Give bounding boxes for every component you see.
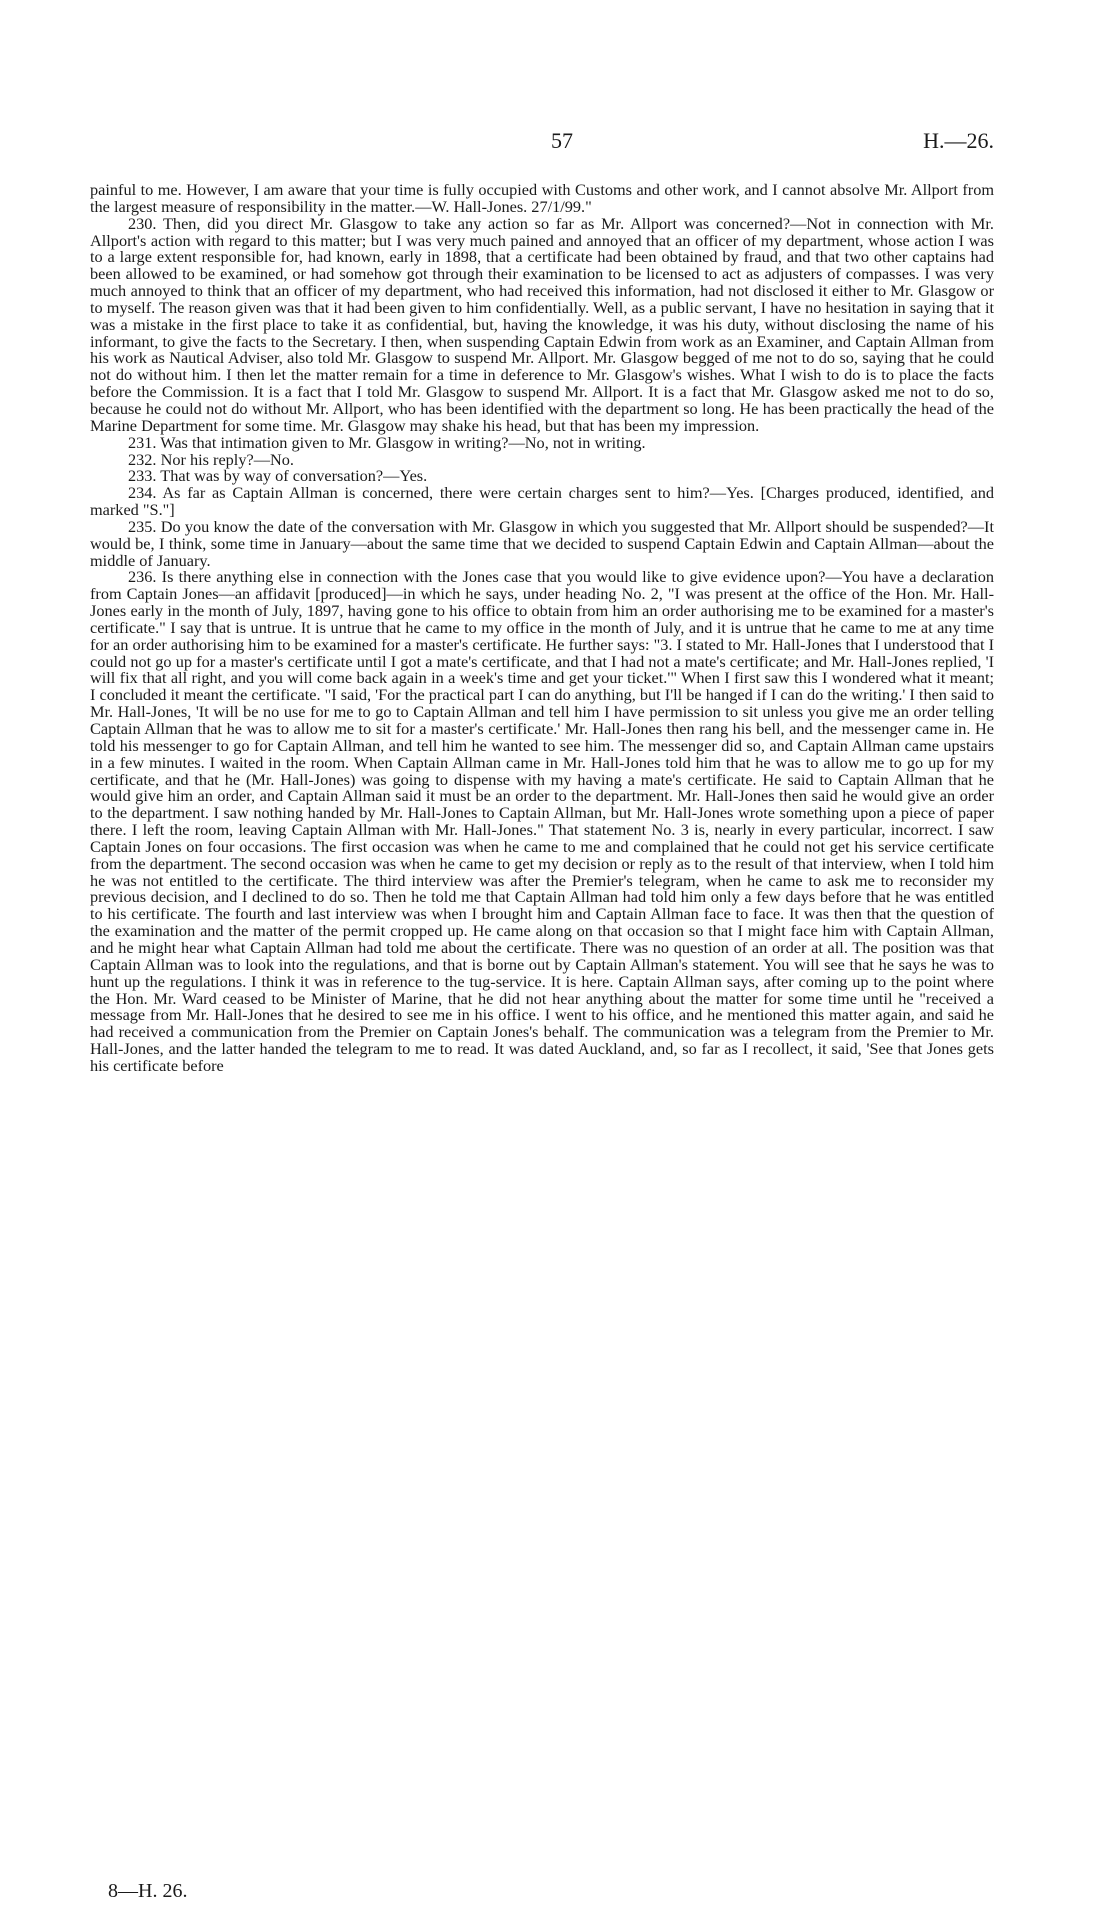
signature-mark: 8—H. 26. — [108, 1880, 188, 1902]
paragraph-233: 233. That was by way of conversation?—Yes. — [128, 466, 428, 486]
body-text — [90, 182, 994, 1075]
paragraph-231: 231. Was that intimation given to Mr. Glasgow in writing?—No, not in writing. — [128, 432, 646, 452]
paragraph-continuation: painful to me. However, I am aware that your time is fully occupied with Customs and other work, and I cannot absolve Mr. Allport from the largest measure of responsibility in the matter.—W. Hall-Jones. 27/1/99." — [90, 180, 994, 216]
paragraph-234: 234. As far as Captain Allman is concerned, there were certain charges sent to him?—Yes. [Charges produced, identified, and marked "S."] — [90, 483, 994, 520]
paragraph-236: 236. Is there anything else in connection with the Jones case that you would like to give evidence upon?—You have a declaration from Captain Jones—an affidavit [produced]—in which he says, under heading No. 2, "I was present at the office of the Hon. Mr. Hall-Jones early in the month of July, 1897, having gone to his office to obtain from him an order authorising me to be examined for a master's certificate." I say that is untrue. It is untrue that he came to my office in the month of July, and it is untrue that he came to me at any time for an order authorising him to be examined for a master's certificate. He further says: "3. I stated to Mr. Hall-Jones that I understood that I could not go up for a master's certificate until I got a mate's certificate, and that I had not a mate's certificate; and Mr. Hall-Jones replied, 'I will fix that all right, and you will come back again in a week's time and get your ticket.'" When I first saw this I wondered what it meant; I concluded it meant the certificate. "I said, 'For the practical part I can do anything, but I'll be hanged if I can do the writing.' I then said to Mr. Hall-Jones, 'It will be no use for me to go to Captain Allman and tell him I have permission to sit unless you give me an order telling Captain Allman that he was to allow me to sit for a master's certificate.' Mr. Hall-Jones then rang his bell, and the messenger came in. He told his messenger to go for Captain Allman, and tell him he wanted to see him. The messenger did so, and Captain Allman came upstairs in a few minutes. I waited in the room. When Captain Allman came in Mr. Hall-Jones told him that he was to allow me to go up for my certificate, and that he (Mr. Hall-Jones) was going to dispense with my having a mate's certificate. He said to Captain Allman that he would give him an order, and Captain Allman said it must be an order to the department. Mr. Hall-Jones then said he would give an order to the department. I saw nothing handed by Mr. Hall-Jones to Captain Allman, but Mr. Hall-Jones wrote something upon a piece of paper there. I left the room, leaving Captain Allman with Mr. Hall-Jones." That statement No. 3 is, nearly in every particular, incorrect. I saw Captain Jones on four occasions. The first occasion was when he came to me and complained that he could not get his service certificate from the department. The second occasion was when he came to get my decision or reply as to the result of that interview, when I told him he was not entitled to the certificate. The third interview was after the Premier's telegram, when he came to ask me to reconsider my previous decision, and I declined to do so. Then he told me that Captain Allman had told him only a few days before that he was entitled to his certificate. The fourth and last interview was when I brought him and Captain Allman face to face. It was then that the question of the examination and the matter of the permit cropped up. He came along on that occasion so that I might face him with Captain Allman, and he might hear what Captain Allman had told me about the certificate. There was no question of an order at all. The position was that Captain Allman was to look into the regulations, and that is borne out by Captain Allman's statement. You will see that he says he was to hunt up the regulations. I think it was in reference to the tug-service. It is here. Captain Allman says, after coming up to the point where the Hon. Mr. Ward ceased to be Minister of Marine, that he did not hear anything about the matter for some time until he "received a message from Mr. Hall-Jones that he desired to see me in his office. I went to his office, and he mentioned this matter again, and said he had received a communication from the Premier on Captain Jones's behalf. The communication was a telegram from the Premier to Mr. Hall-Jones, and the latter handed the telegram to me to read. It was dated Auckland, and, so far as I recollect, it said, 'See that Jones gets his certificate before — [90, 567, 994, 1075]
page-number: 57 — [551, 128, 573, 153]
paragraph-232: 232. Nor his reply?—No. — [128, 449, 294, 469]
document-id: H.—26. — [923, 128, 994, 153]
paragraph-230: 230. Then, did you direct Mr. Glasgow to take any action so far as Mr. Allport was concerned?—Not in connection with Mr. Allport's action with regard to this matter; but I was very much pained and annoyed that an officer of my department, whose action I was to a large extent responsible for, had known, early in 1898, that a certificate had been obtained by fraud, and that two other captains had been allowed to be examined, or had somehow got through their examination to be licensed to act as adjusters of compasses. I was very much annoyed to think that an officer of my department, who had received this information, had not disclosed it either to Mr. Glasgow or to myself. The reason given was that it had been given to him confidentially. Well, as a public servant, I have no hesitation in saying that it was a mistake in the first place to take it as confidential, but, having the knowledge, it was his duty, without disclosing the name of his informant, to give the facts to the Secretary. I then, when suspending Captain Edwin from work as an Examiner, and Captain Allman from his work as Nautical Adviser, also told Mr. Glasgow to suspend Mr. Allport. Mr. Glasgow begged of me not to do so, saying that he could not do without him. I then let the matter remain for a time in deference to Mr. Glasgow's wishes. What I wish to do is to place the facts before the Commission. It is a fact that I told Mr. Glasgow to suspend Mr. Allport. It is a fact that Mr. Glasgow asked me not to do so, because he could not do without Mr. Allport, who has been identified with the department so long. He has been practically the head of the Marine Department for some time. Mr. Glasgow may shake his head, but that has been my impression. — [90, 213, 994, 435]
paragraph-235: 235. Do you know the date of the conversation with Mr. Glasgow in which you suggested that Mr. Allport should be suspended?—It would be, I think, some time in January—about the same time that we decided to suspend Captain Edwin and Captain Allman—about the middle of January. — [90, 516, 994, 570]
